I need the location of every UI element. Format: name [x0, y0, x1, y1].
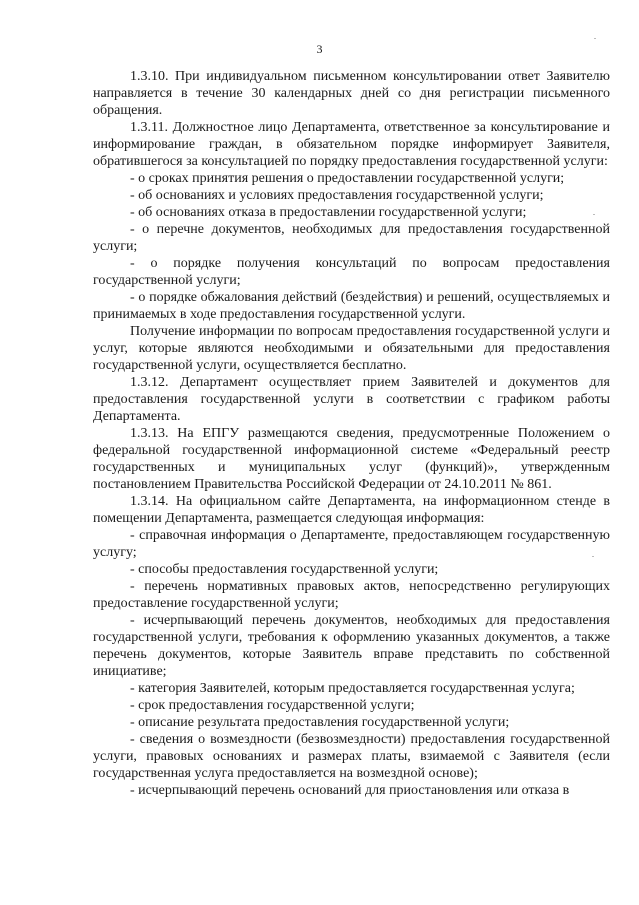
scan-speck: [594, 38, 596, 39]
list-item: - о порядке обжалования действий (бездействия) и решений, осуществляемых и принимаемых в ходе предоставления государственной услуги.: [93, 290, 610, 322]
paragraph-1-3-11: 1.3.11. Должностное лицо Департамента, ответственное за консультирование и информирование граждан, в обязательном порядке информирует Заявителя, обратившегося за консультацией по порядку предоставления государственной услуги:: [93, 120, 610, 169]
list-item: - срок предоставления государственной услуги;: [130, 698, 415, 713]
list-item: - об основаниях отказа в предоставлении государственной услуги;: [130, 205, 527, 220]
list-item: - о порядке получения консультаций по вопросам предоставления государственной услуги;: [93, 256, 610, 288]
list-item: - о сроках принятия решения о предоставлении государственной услуги;: [130, 171, 565, 186]
list-item: - об основаниях и условиях предоставления государственной услуги;: [130, 188, 544, 203]
paragraph-1-3-13: 1.3.13. На ЕПГУ размещаются сведения, предусмотренные Положением о федеральной государственной информационной системе «Федеральный реестр государственных и муниципальных услуг (функций)», утвержденным постановлением Правительства Российской Федерации от 24.10.2011 № 861.: [93, 426, 610, 492]
list-item: - описание результата предоставления государственной услуги;: [130, 715, 510, 730]
list-item: - исчерпывающий перечень оснований для приостановления или отказа в: [130, 783, 570, 798]
paragraph-free-info: Получение информации по вопросам предоставления государственной услуги и услуг, которые являются необходимыми и обязательными для предоставления государственной услуги, осуществляется бесплатно.: [93, 324, 610, 373]
list-item: - категория Заявителей, которым предоставляется государственная услуга;: [130, 681, 575, 696]
paragraph-1-3-14: 1.3.14. На официальном сайте Департамента, на информационном стенде в помещении Департамента, размещается следующая информация:: [93, 494, 610, 526]
paragraph-1-3-12: 1.3.12. Департамент осуществляет прием Заявителей и документов для предоставления государственной услуги в соответствии с графиком работы Департамента.: [93, 375, 610, 424]
list-item: - перечень нормативных правовых актов, непосредственно регулирующих предоставление государственной услуги;: [93, 579, 610, 611]
list-item: - способы предоставления государственной услуги;: [130, 562, 439, 577]
page-number: 3: [316, 42, 323, 56]
paragraph-1-3-10: 1.3.10. При индивидуальном письменном консультировании ответ Заявителю направляется в течение 30 календарных дней со дня регистрации письменного обращения.: [93, 69, 610, 118]
document-body: [93, 68, 610, 799]
list-item: - сведения о возмездности (безвозмездности) предоставления государственной услуги, правовых основаниях и размерах платы, взимаемой с Заявителя (если государственная услуга предоставляется на возмездной основе);: [93, 732, 610, 781]
list-item: - о перечне документов, необходимых для предоставления государственной услуги;: [93, 222, 610, 254]
list-item: - исчерпывающий перечень документов, необходимых для предоставления государственной услуги, требования к оформлению указанных документов, а также перечень документов, которые Заявитель вправе представить по собственной инициативе;: [93, 613, 610, 679]
list-item: - справочная информация о Департаменте, предоставляющем государственную услугу;: [93, 528, 610, 560]
